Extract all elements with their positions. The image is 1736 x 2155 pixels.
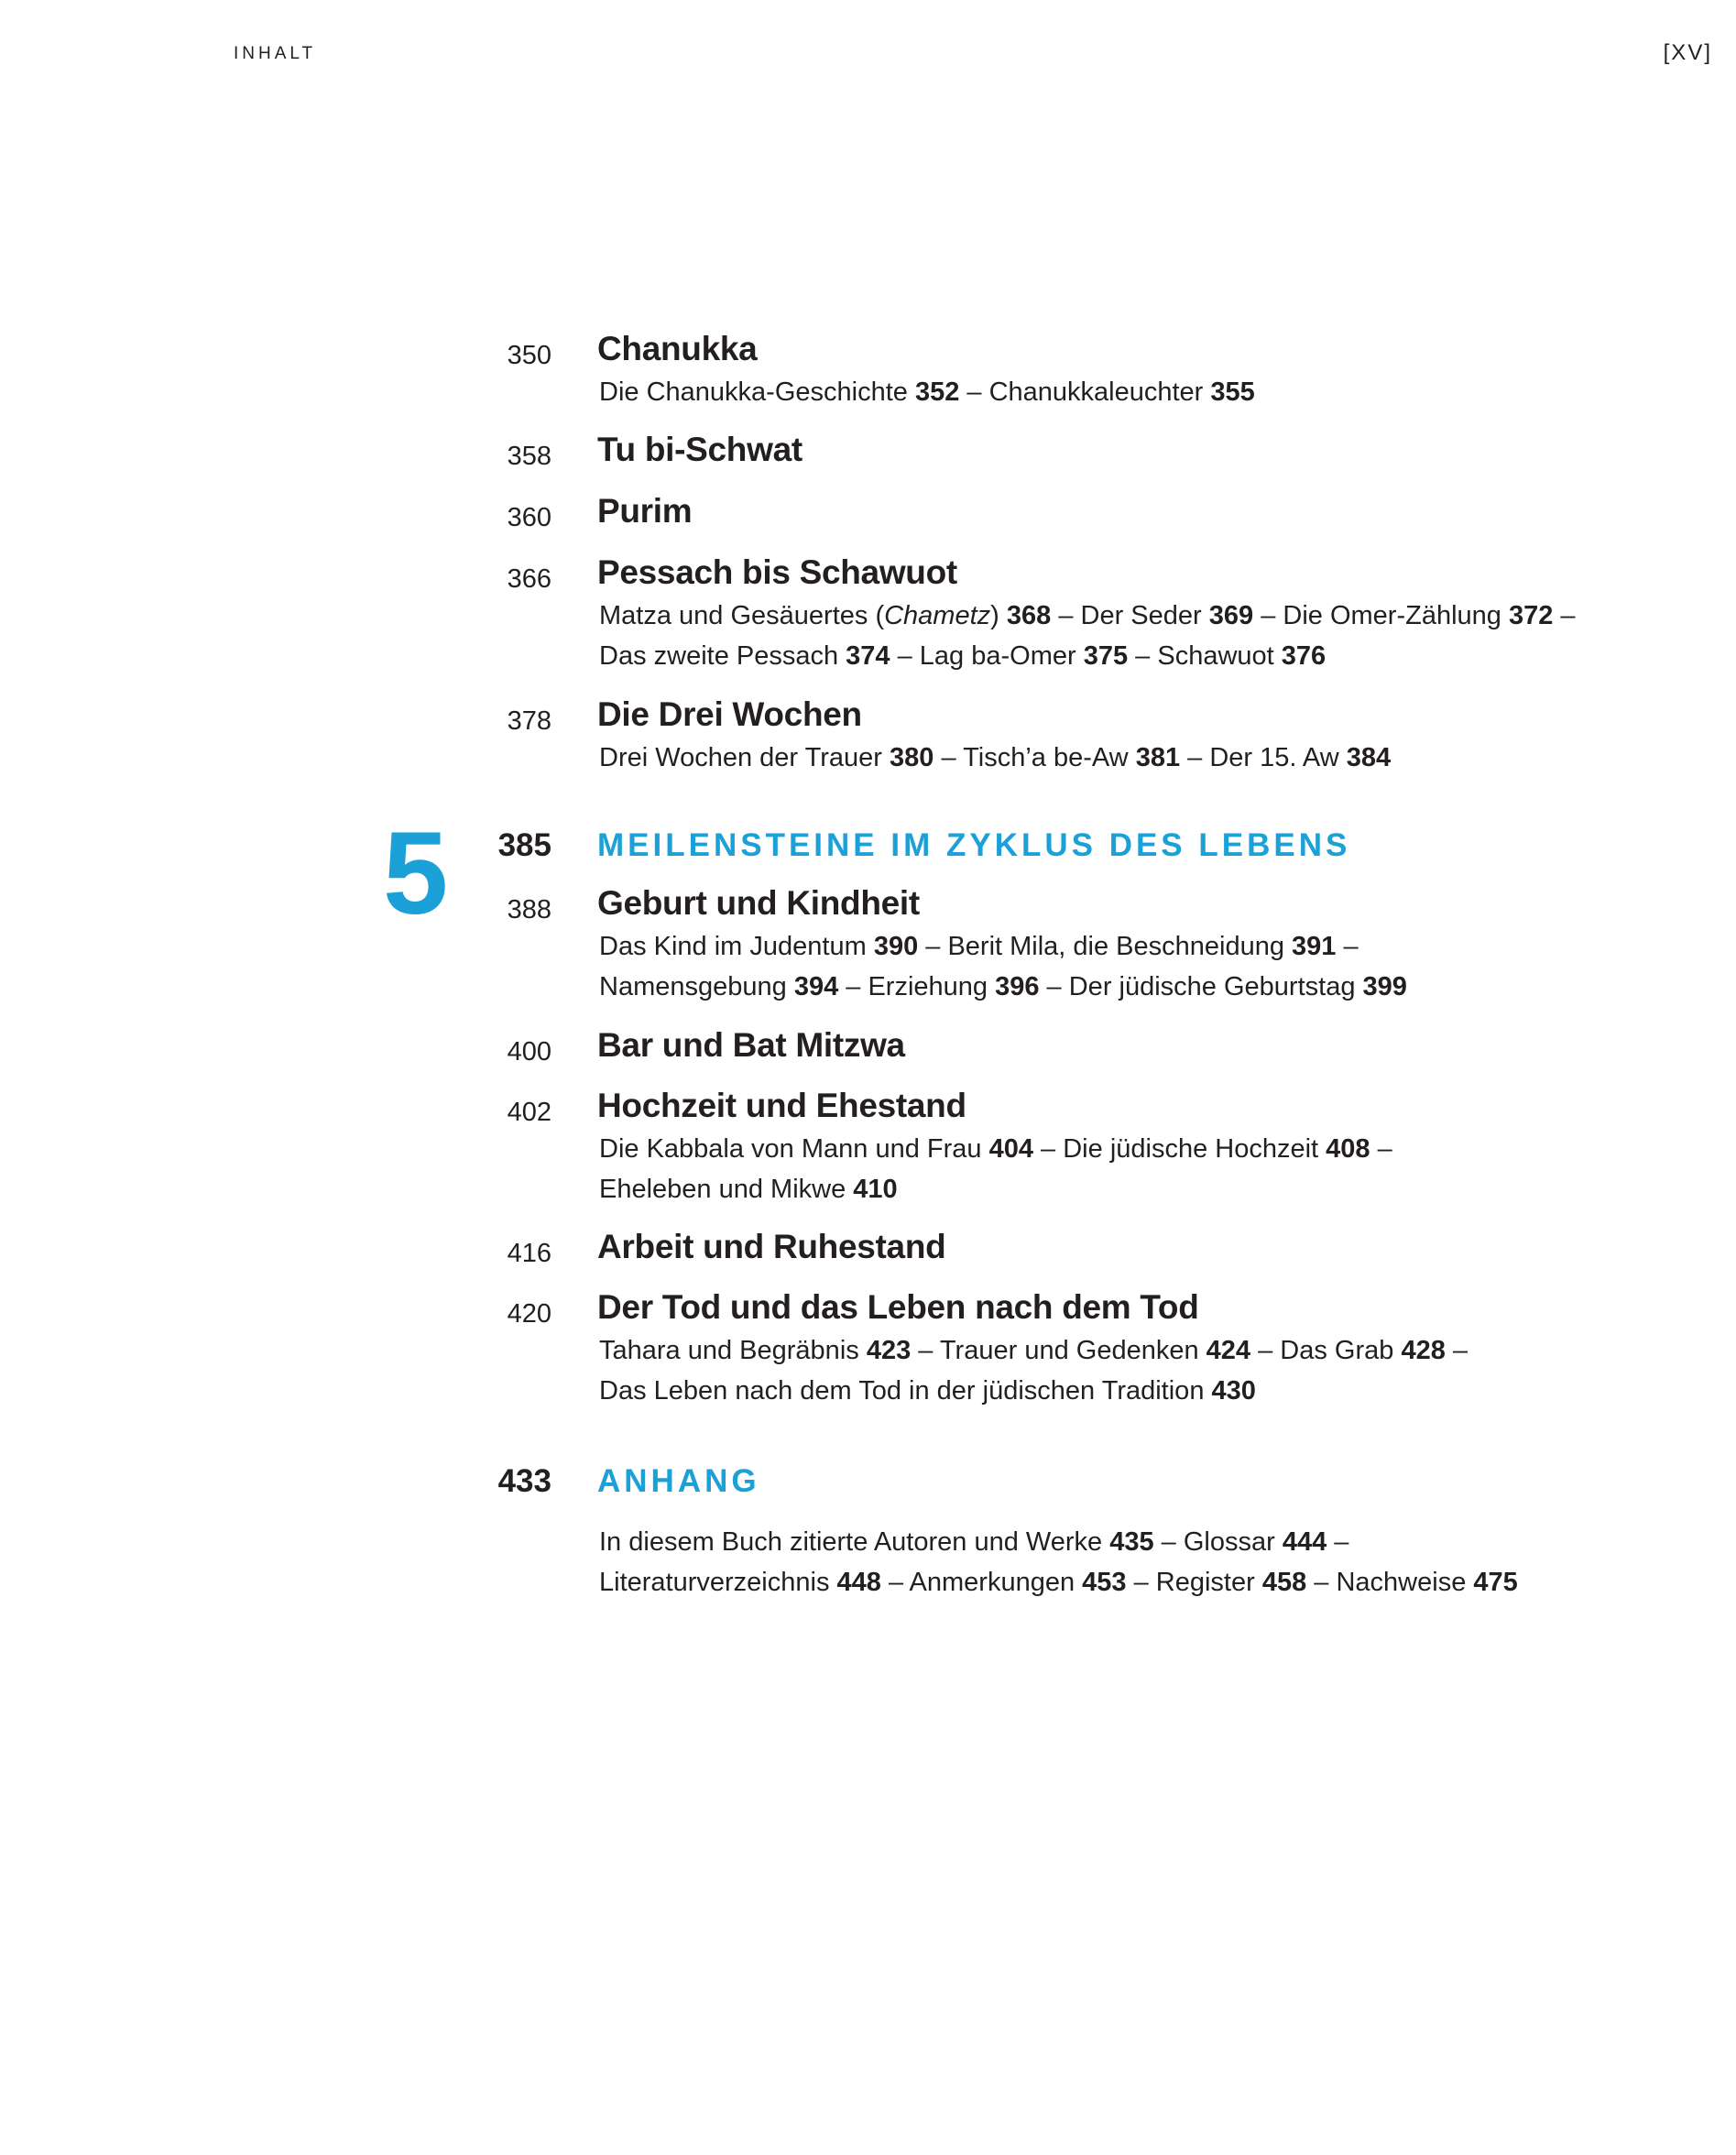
toc-subentries-line-1 (599, 1330, 1468, 1371)
subentry-page: 391 (1292, 932, 1337, 961)
toc-page-number: 416 (507, 1239, 551, 1268)
subentry-text: – Register (1126, 1568, 1262, 1597)
subentry-page: 369 (1208, 601, 1254, 630)
subentry-text: – Erziehung (838, 972, 996, 1001)
toc-entry-title: Tu bi-Schwat (597, 431, 802, 468)
toc-entry-title: Chanukka (597, 330, 758, 367)
toc-page-number: 402 (507, 1098, 551, 1127)
subentry-page: 372 (1508, 601, 1554, 630)
subentry-text: Die Kabbala von Mann und Frau (599, 1134, 989, 1164)
subentry-page: 394 (793, 972, 839, 1001)
subentry-text: – Die jüdische Hochzeit (1033, 1134, 1327, 1164)
subentry-text: Das Leben nach dem Tod in der jüdischen Tradition (599, 1376, 1212, 1406)
subentry-text: – Der Seder (1051, 601, 1209, 630)
subentry-page: 453 (1082, 1568, 1127, 1597)
toc-page-number: 366 (507, 564, 551, 594)
page-folio: [XV] (1663, 40, 1712, 65)
subentry-page: 374 (846, 641, 890, 671)
subentry-text: – Anmerkungen (880, 1568, 1083, 1597)
running-head: INHALT (234, 44, 317, 63)
toc-entry-title: Geburt und Kindheit (597, 884, 920, 922)
subentry-text: – (1336, 932, 1359, 961)
toc-page-number: 350 (507, 341, 551, 370)
toc-page-number: 358 (507, 442, 551, 471)
subentry-page: 368 (1006, 601, 1052, 630)
subentry-page: 352 (914, 377, 960, 407)
subentry-page: 430 (1211, 1376, 1256, 1406)
subentry-page: 444 (1282, 1527, 1327, 1557)
subentry-page: 404 (988, 1134, 1033, 1164)
subentry-page: 384 (1346, 743, 1392, 772)
toc-page-number: 360 (507, 503, 551, 532)
subentry-text: – (1327, 1527, 1349, 1557)
subentry-text: Das zweite Pessach (599, 641, 846, 671)
subentry-text: Das Kind im Judentum (599, 932, 874, 961)
subentry-page: 424 (1206, 1336, 1251, 1365)
subentry-page: 435 (1109, 1527, 1154, 1557)
subentry-page: 408 (1326, 1134, 1370, 1164)
subentry-page: 399 (1362, 972, 1407, 1001)
toc-subentries-line-2 (599, 636, 1326, 676)
toc-entry-title: Arbeit und Ruhestand (597, 1228, 946, 1265)
subentry-text: ) (990, 601, 1007, 630)
subentry-page: 375 (1083, 641, 1129, 671)
toc-subentries-line-2 (599, 1562, 1518, 1603)
subentry-text: – Tisch’a be-Aw (934, 743, 1136, 772)
subentry-page: 376 (1281, 641, 1327, 671)
toc-section-title: ANHANG (597, 1463, 760, 1499)
subentry-page: 423 (866, 1336, 912, 1365)
toc-subentries-line-2 (599, 1169, 898, 1209)
subentry-text: – Chanukkaleuchter (959, 377, 1211, 407)
subentry-text: – Trauer und Gedenken (911, 1336, 1206, 1365)
subentry-page: 458 (1261, 1568, 1307, 1597)
subentry-page: 355 (1210, 377, 1255, 407)
toc-subentries-line-1 (599, 1522, 1348, 1562)
toc-entry-title: Pessach bis Schawuot (597, 553, 957, 591)
subentry-text: – Glossar (1153, 1527, 1283, 1557)
subentry-text: – Der 15. Aw (1180, 743, 1347, 772)
toc-page-number: 378 (507, 706, 551, 736)
toc-page-number: 433 (497, 1463, 551, 1499)
subentry-page: 396 (995, 972, 1040, 1001)
part-number: 5 (383, 808, 449, 939)
toc-section-title: MEILENSTEINE IM ZYKLUS DES LEBENS (597, 827, 1351, 863)
toc-subentries-line-1 (599, 926, 1359, 967)
toc-entry-title: Der Tod und das Leben nach dem Tod (597, 1288, 1199, 1326)
toc-page-number: 385 (497, 827, 551, 863)
subentry-page: 475 (1473, 1568, 1518, 1597)
toc-entry-title: Purim (597, 492, 693, 530)
toc-subentries-line-1 (599, 1129, 1392, 1169)
subentry-page: 380 (890, 743, 934, 772)
toc-subentries-line-2 (599, 1371, 1256, 1411)
subentry-text: – Die Omer-Zählung (1253, 601, 1509, 630)
toc-subentries-line-1 (599, 738, 1391, 778)
subentry-text: Eheleben und Mikwe (599, 1175, 854, 1204)
toc-subentries-line-1 (599, 372, 1255, 412)
subentry-page: 428 (1401, 1336, 1446, 1365)
subentry-text: In diesem Buch zitierte Autoren und Werke (599, 1527, 1110, 1557)
toc-subentries-line-2 (599, 967, 1407, 1007)
toc-entry-title: Hochzeit und Ehestand (597, 1087, 966, 1124)
toc-page-number: 400 (507, 1037, 551, 1067)
toc-subentries-line-1 (599, 596, 1576, 636)
subentry-text: – Das Grab (1250, 1336, 1402, 1365)
subentry-text: – Nachweise (1306, 1568, 1474, 1597)
subentry-text: – (1553, 601, 1576, 630)
toc-page-number: 420 (507, 1299, 551, 1329)
subentry-page: 381 (1135, 743, 1181, 772)
subentry-text: – Berit Mila, die Beschneidung (918, 932, 1293, 961)
subentry-text: Drei Wochen der Trauer (599, 743, 890, 772)
toc-page-number: 388 (507, 895, 551, 924)
subentry-text: Namensgebung (599, 972, 794, 1001)
subentry-text: Literaturverzeichnis (599, 1568, 837, 1597)
toc-entry-title: Bar und Bat Mitzwa (597, 1026, 905, 1064)
subentry-page: 410 (853, 1175, 898, 1204)
subentry-text: – (1445, 1336, 1469, 1365)
subentry-text: – Der jüdische Geburtstag (1039, 972, 1363, 1001)
toc-entry-title: Die Drei Wochen (597, 695, 862, 733)
subentry-text: – Lag ba-Omer (890, 641, 1084, 671)
subentry-page: 390 (873, 932, 919, 961)
subentry-text: – (1370, 1134, 1392, 1164)
subentry-italic: Chametz (884, 601, 991, 630)
subentry-text: Tahara und Begräbnis (599, 1336, 867, 1365)
subentry-page: 448 (836, 1568, 881, 1597)
subentry-text: – Schawuot (1128, 641, 1282, 671)
subentry-text: Die Chanukka-Geschichte (599, 377, 915, 407)
subentry-text: Matza und Gesäuertes ( (599, 601, 885, 630)
